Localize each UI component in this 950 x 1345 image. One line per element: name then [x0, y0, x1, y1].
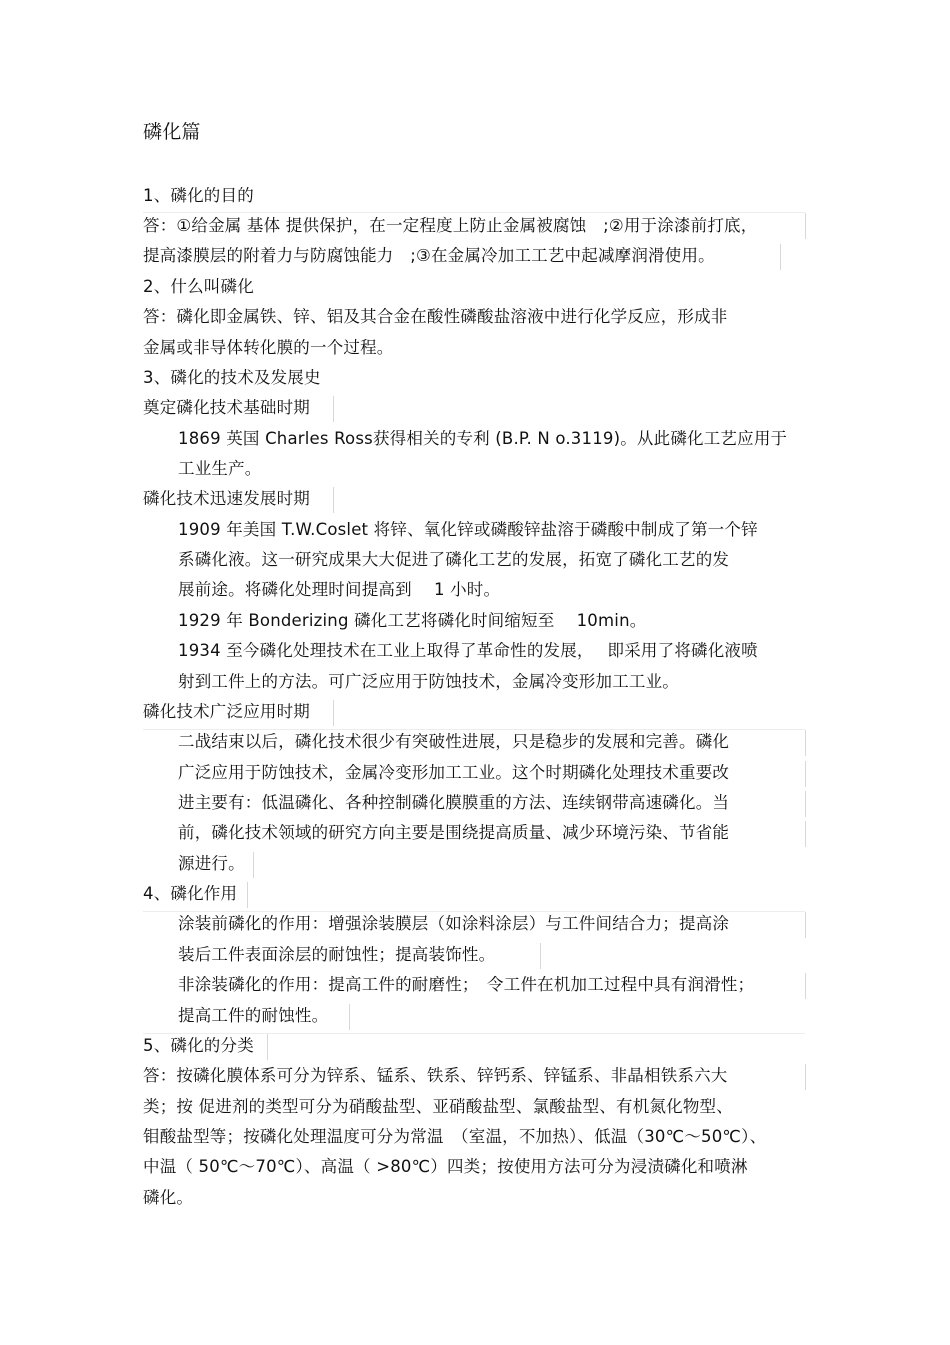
cell-border: [805, 730, 806, 756]
text-line: 广泛应用于防蚀技术，金属冷变形加工工业。这个时期磷化处理技术重要改: [178, 763, 730, 782]
text-line: 涂装前磷化的作用：增强涂装膜层（如涂料涂层）与工件间结合力；提高涂: [178, 914, 730, 933]
text-line: 答：磷化即金属铁、锌、铝及其合金在酸性磷酸盐溶液中进行化学反应，形成非: [143, 307, 728, 326]
cell-border: [143, 729, 805, 730]
text-line: 中温（ 50℃～70℃）、高温（ >80℃）四类；按使用方法可分为浸渍磷化和喷淋: [143, 1157, 748, 1176]
cell-border: [143, 911, 805, 912]
section-heading: 4、磷化作用: [143, 884, 238, 903]
cell-border: [805, 1064, 806, 1090]
cell-border: [333, 396, 334, 422]
text-line: 提高工件的耐蚀性。: [178, 1006, 329, 1025]
cell-border: [333, 487, 334, 513]
text-line: 二战结束以后，磷化技术很少有突破性进展，只是稳步的发展和完善。磷化: [178, 732, 730, 751]
cell-border: [805, 973, 806, 999]
text-line: 1909 年美国 T.W.Coslet 将锌、氧化锌或磷酸锌盐溶于磷酸中制成了第一个锌: [178, 520, 758, 539]
text-line: 工业生产。: [178, 459, 262, 478]
cell-border: [333, 700, 334, 726]
subsection-heading: 奠定磷化技术基础时期: [143, 398, 310, 417]
section-heading: 5、磷化的分类: [143, 1036, 254, 1055]
subsection-heading: 磷化技术广泛应用时期: [143, 702, 310, 721]
text-line: 1869 英国 Charles Ross获得相关的专利 (B.P. N o.3119)。从此磷化工艺应用于: [178, 429, 788, 448]
subsection-heading: 磷化技术迅速发展时期: [143, 489, 310, 508]
text-line: 前，磷化技术领域的研究方向主要是围绕提高质量、减少环境污染、节省能: [178, 823, 730, 842]
section-heading: 2、什么叫磷化: [143, 277, 254, 296]
cell-border: [143, 212, 805, 213]
text-line: 钼酸盐型等；按磷化处理温度可分为常温 （室温，不加热）、低温（30℃～50℃）、: [143, 1127, 767, 1146]
text-line: 1929 年 Bonderizing 磷化工艺将磷化时间缩短至 10min。: [178, 611, 647, 630]
section-heading: 1、磷化的目的: [143, 186, 254, 205]
cell-border: [805, 791, 806, 817]
text-line: 非涂装磷化的作用：提高工件的耐磨性； 令工件在机加工过程中具有润滑性；: [178, 975, 755, 994]
text-line: 1934 至今磷化处理技术在工业上取得了革命性的发展， 即采用了将磷化液喷: [178, 641, 758, 660]
cell-border: [805, 213, 806, 239]
cell-border: [143, 1033, 805, 1034]
cell-border: [805, 821, 806, 847]
text-line: 答：按磷化膜体系可分为锌系、锰系、铁系、锌钙系、锌锰系、非晶相铁系六大: [143, 1066, 728, 1085]
text-line: 金属或非导体转化膜的一个过程。: [143, 338, 394, 357]
cell-border: [349, 1004, 350, 1030]
cell-border: [805, 761, 806, 787]
text-line: 展前途。将磷化处理时间提高到 1 小时。: [178, 580, 501, 599]
section-heading: 3、磷化的技术及发展史: [143, 368, 321, 387]
text-line: 磷化。: [143, 1188, 194, 1207]
cell-border: [247, 882, 248, 908]
text-line: 射到工件上的方法。可广泛应用于防蚀技术，金属冷变形加工工业。: [178, 672, 679, 691]
text-line: 系磷化液。这一研究成果大大促进了磷化工艺的发展，拓宽了磷化工艺的发: [178, 550, 730, 569]
text-line: 类；按 促进剂的类型可分为硝酸盐型、亚硝酸盐型、氯酸盐型、有机氮化物型、: [143, 1097, 733, 1116]
text-line: 提高漆膜层的附着力与防腐蚀能力 ;③在金属冷加工工艺中起减摩润滑使用。: [143, 246, 715, 265]
cell-border: [780, 244, 781, 270]
page-title: 磷化篇: [143, 121, 201, 143]
cell-border: [253, 852, 254, 878]
cell-border: [267, 1034, 268, 1060]
text-line: 源进行。: [178, 854, 245, 873]
text-line: 进主要有：低温磷化、各种控制磷化膜膜重的方法、连续钢带高速磷化。当: [178, 793, 730, 812]
text-line: 装后工件表面涂层的耐蚀性；提高装饰性。: [178, 945, 496, 964]
cell-border: [805, 912, 806, 938]
cell-border: [540, 943, 541, 969]
text-line: 答：①给金属 基体 提供保护，在一定程度上防止金属被腐蚀 ;②用于涂漆前打底，: [143, 216, 758, 235]
